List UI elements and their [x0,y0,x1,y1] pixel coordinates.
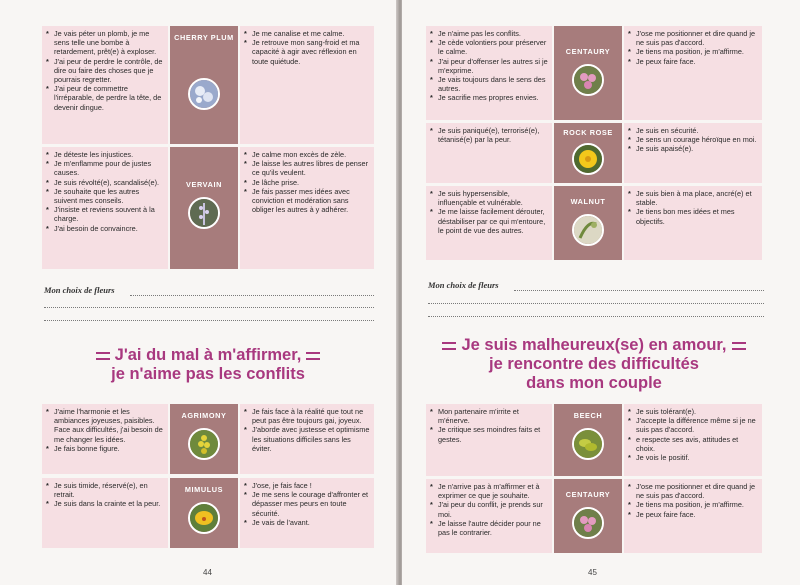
ornament-icon [442,342,456,350]
symptoms-cell [426,26,552,120]
list-item: * Je sens un courage héroïque en moi. [628,135,758,144]
table-row [426,123,762,183]
centaury-flower-icon [572,507,604,539]
list-item: * Je peux faire face. [628,57,758,66]
list-item: * Je lâche prise. [244,178,370,187]
list-item: * Je n'aime pas les conflits. [430,29,548,38]
flower-name: VERVAIN [186,180,222,189]
flower-name: CENTAURY [565,47,611,56]
page-number: 44 [203,568,212,577]
table-row [42,404,374,474]
flower-cell [554,186,622,260]
flower-name: BEECH [573,411,603,420]
flower-name: MIMULUS [184,485,224,494]
ornament-icon [96,352,110,360]
affirmation-cell [240,404,374,474]
list-item: * Je me sens le courage d'affronter et dépasser mes peurs en toute sécurité. [244,490,370,518]
affirmation-cell [624,186,762,260]
ornament-icon [732,342,746,350]
list-item: * Je m'enflamme pour de justes causes. [46,159,164,177]
walnut-flower-icon [572,214,604,246]
flower-cell [554,404,622,476]
list-item: * Je souhaite que les autres suivent mes conseils. [46,187,164,205]
flower-name: ROCK ROSE [563,128,613,137]
table-row [42,26,374,144]
list-item: * J'aborde avec justesse et optimisme les situations difficiles sans les éviter. [244,425,370,453]
table-row [426,404,762,476]
list-item: * Je calme mon excès de zèle. [244,150,370,159]
write-line[interactable] [44,320,374,321]
symptoms-cell [42,26,168,144]
symptoms-cell [426,479,552,553]
affirmation-cell [624,26,762,120]
list-item: * J'ai peur du conflit, je prends sur moi. [430,500,548,518]
list-item: * Je critique ses moindres faits et gestes. [430,425,548,443]
table-row [426,186,762,260]
flower-name: AGRIMONY [181,411,227,420]
list-item: * J'aime l'harmonie et les ambiances joyeuses, paisibles. Face aux difficultés, j'ai besoin de me changer les idées. [46,407,164,444]
list-item: * Je suis bien à ma place, ancré(e) et stable. [628,189,758,207]
list-item: * Je vois le positif. [628,453,758,462]
affirmation-cell [624,479,762,553]
list-item: * Je peux faire face. [628,510,758,519]
flower-name: WALNUT [570,197,606,206]
list-item: * Je déteste les injustices. [46,150,164,159]
list-item: * J'ose me positionner et dire quand je ne suis pas d'accord. [628,482,758,500]
table-row [42,147,374,269]
list-item: * Je fais face à la réalité que tout ne peut pas être toujours gai, joyeux. [244,407,370,425]
write-line[interactable] [428,316,764,317]
vervain-flower-icon [188,197,220,229]
symptoms-cell [42,147,168,269]
affirmation-cell [240,26,374,144]
list-item: * J'insiste et reviens souvent à la charge. [46,205,164,223]
flower-choice-label: Mon choix de fleurs [428,280,499,290]
list-item: * Je n'arrive pas à m'affirmer et à exprimer ce que je souhaite. [430,482,548,500]
list-item: * Je vais de l'avant. [244,518,370,527]
list-item: * J'ose, je fais face ! [244,481,370,490]
list-item: * Mon partenaire m'irrite et m'énerve. [430,407,548,425]
flower-cell [170,478,238,548]
flower-cell [170,147,238,269]
list-item: * Je vais toujours dans le sens des autres. [430,75,548,93]
left-page [0,0,398,585]
flower-cell [170,404,238,474]
affirmation-cell [240,478,374,548]
affirmation-cell [624,123,762,183]
write-line[interactable] [44,307,374,308]
table-row [42,478,374,548]
affirmation-cell [624,404,762,476]
list-item: * Je suis apaisé(e). [628,144,758,153]
list-item: * Je suis timide, réservé(e), en retrait. [46,481,164,499]
list-item: * e respecte ses avis, attitudes et choix. [628,435,758,453]
symptoms-cell [42,404,168,474]
list-item: * Je suis hypersensible, influençable et vulnérable. [430,189,548,207]
list-item: * Je me laisse facilement dérouter, déstabiliser par ce qui m'entoure, le point de vue des autres. [430,207,548,235]
symptoms-cell [426,123,552,183]
centaury-flower-icon [572,64,604,96]
list-item: * J'ai peur de perdre le contrôle, de dire ou faire des choses que je pourrais regretter. [46,57,164,85]
flower-cell [554,123,622,183]
flower-cell [554,479,622,553]
flower-choice-label: Mon choix de fleurs [44,285,115,295]
list-item: * Je me canalise et me calme. [244,29,370,38]
cherry-plum-flower-icon [188,78,220,110]
beech-flower-icon [572,428,604,460]
list-item: * J'ai peur de commettre l'irréparable, de perdre la tête, de devenir dingue. [46,84,164,112]
list-item: * J'accepte la différence même si je ne suis pas d'accord. [628,416,758,434]
write-line[interactable] [130,295,374,296]
list-item: * Je fais bonne figure. [46,444,164,453]
flower-cell [554,26,622,120]
symptoms-cell [42,478,168,548]
mimulus-flower-icon [188,502,220,534]
list-item: * Je tiens bon mes idées et mes objectifs. [628,207,758,225]
list-item: * Je suis révolté(e), scandalisé(e). [46,178,164,187]
list-item: * Je tiens ma position, je m'affirme. [628,500,758,509]
list-item: * J'ai peur d'offenser les autres si je m'exprime. [430,57,548,75]
list-item: * Je suis en sécurité. [628,126,758,135]
list-item: * Je fais passer mes idées avec conviction et modération sans obliger les autres à y adhérer. [244,187,370,215]
page-number: 45 [588,568,597,577]
symptoms-cell [426,186,552,260]
flower-cell [170,26,238,144]
table-row [426,26,762,120]
ornament-icon [306,352,320,360]
affirmation-cell [240,147,374,269]
list-item: * Je tiens ma position, je m'affirme. [628,47,758,56]
list-item: * Je cède volontiers pour préserver le calme. [430,38,548,56]
flower-name: CENTAURY [565,490,611,499]
right-page [402,0,800,585]
table-row [426,479,762,553]
list-item: * J'ose me positionner et dire quand je ne suis pas d'accord. [628,29,758,47]
section-heading: J'ai du mal à m'affirmer, je n'aime pas les conflits [40,346,376,384]
write-line[interactable] [514,290,764,291]
list-item: * Je retrouve mon sang-froid et ma capacité à agir avec réflexion en toute quiétude. [244,38,370,66]
list-item: * Je suis dans la crainte et la peur. [46,499,164,508]
symptoms-cell [426,404,552,476]
list-item: * Je sacrifie mes propres envies. [430,93,548,102]
list-item: * Je suis tolérant(e). [628,407,758,416]
section-heading: Je suis malheureux(se) en amour, je rencontre des difficultés dans mon couple [424,336,764,393]
list-item: * J'ai besoin de convaincre. [46,224,164,233]
list-item: * Je suis paniqué(e), terrorisé(e), tétanisé(e) par la peur. [430,126,548,144]
list-item: * Je vais péter un plomb, je me sens telle une bombe à retardement, prêt(e) à exploser. [46,29,164,57]
list-item: * Je laisse les autres libres de penser ce qu'ils veulent. [244,159,370,177]
rock-rose-flower-icon [572,143,604,175]
flower-name: CHERRY PLUM [174,33,234,42]
agrimony-flower-icon [188,428,220,460]
write-line[interactable] [428,303,764,304]
list-item: * Je laisse l'autre décider pour ne pas le contrarier. [430,519,548,537]
